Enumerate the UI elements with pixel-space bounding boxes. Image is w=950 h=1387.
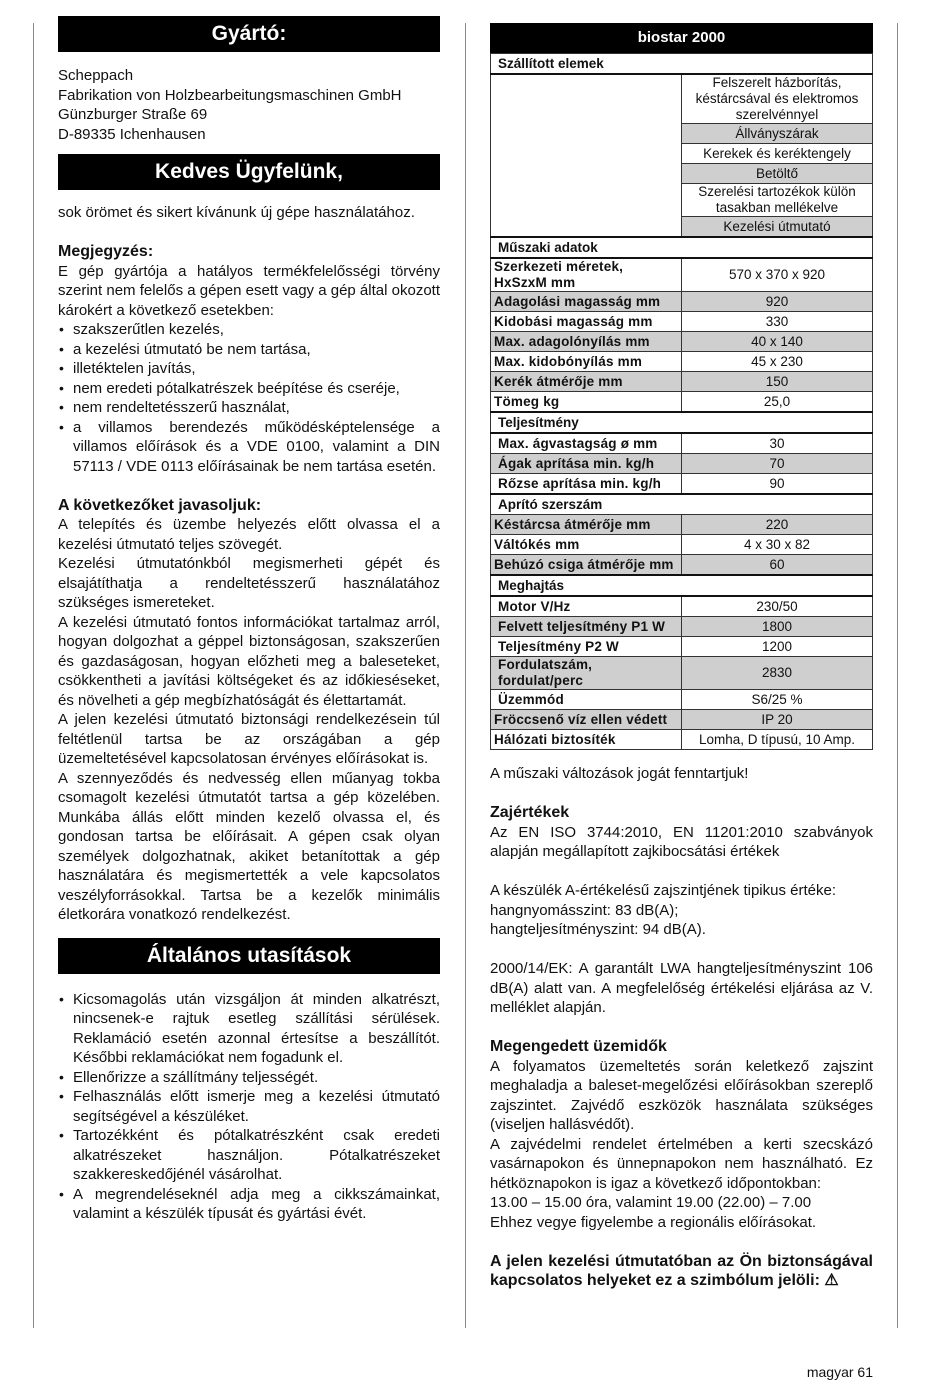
spec-table (490, 53, 873, 750)
greeting-banner: Kedves Ügyfelünk, (58, 154, 440, 190)
spec-value: 30 (682, 433, 873, 454)
times-paragraph: A zajvédelmi rendelet értelmében a kerti szecskázó vasárnapokon és ünnepnapokon nem használható. Ez hétköznapokon is igaz a következő időpontokban: (490, 1135, 873, 1192)
times-hours: 13.00 – 15.00 óra, valamint 19.00 (22.00) – 7.00 (490, 1194, 812, 1211)
delivered-item: Állványszárak (682, 124, 873, 144)
spec-row (491, 352, 873, 372)
note-list (58, 320, 440, 476)
noise-power: hangteljesítményszint: 94 dB(A). (490, 921, 706, 938)
general-list (58, 990, 440, 1224)
recommend-paragraph: A kezelési útmutató fontos információkat tartalmaz arról, hogyan dolgozhat a géppel biztonságosan, szakszerűen és gazdaságosan, hogyan előzheti meg a baleseteket, csökkentheti a javítási költségeket és az időkieséseket, és növelheti a gép megbízhatóságát és élettartamát. (58, 613, 440, 709)
general-item: • Felhasználás előtt ismerje meg a kezelési útmutató segítségével a készüléket. (58, 1087, 440, 1126)
spec-label: Tömeg kg (491, 392, 682, 413)
noise-directive: 2000/14/EK: A garantált LWA hangteljesítményszint 106 dB(A) alatt van. A megfelelőség értékelési eljárása az V. melléklet alapján. (490, 960, 873, 1016)
note-item: • szakszerűtlen kezelés, (58, 320, 440, 340)
general-item: • Tartozékként és pótalkatrészként csak eredeti alkatrészeket használjon. Pótalkatrészeket szakkereskedőjénél vásárolhat. (58, 1126, 440, 1185)
recommend-paragraph: A telepítés és üzembe helyezés előtt olvassa el a kezelési útmutató teljes szövegét. (58, 516, 440, 553)
spec-value: 1800 (682, 617, 873, 637)
spec-label: Hálózati biztosíték (491, 730, 682, 750)
spec-label: Felvett teljesítmény P1 W (491, 617, 682, 637)
spec-row (491, 637, 873, 657)
spec-row (491, 535, 873, 555)
delivered-item: Kezelési útmutató (682, 217, 873, 238)
spec-row (491, 474, 873, 495)
spec-label: Motor V/Hz (491, 596, 682, 617)
delivered-row (491, 74, 873, 124)
spec-row (491, 392, 873, 413)
spec-value: Lomha, D típusú, 10 Amp. (682, 730, 873, 750)
section-title: Teljesítmény (491, 412, 873, 433)
right-margin-rule (897, 23, 898, 1328)
right-column (490, 23, 873, 1291)
note-intro: E gép gyártója a hatályos termékfelelősségi törvény szerint nem felelős a gépen esett vagy a gép által okozott károkért a következő esetekben: (58, 262, 440, 319)
spec-row (491, 292, 873, 312)
spec-value: 40 x 140 (682, 332, 873, 352)
note-heading: Megjegyzés: (58, 243, 154, 260)
times-heading: Megengedett üzemidők (490, 1038, 667, 1055)
spec-row (491, 372, 873, 392)
spec-row (491, 710, 873, 730)
spec-label: Késtárcsa átmérője mm (491, 515, 682, 535)
spec-row (491, 312, 873, 332)
manufacturer-line: Scheppach (58, 67, 134, 84)
spec-value: IP 20 (682, 710, 873, 730)
spec-value: 570 x 370 x 920 (682, 258, 873, 292)
spec-table-title: biostar 2000 (490, 23, 873, 53)
greeting-text: sok örömet és sikert kívánunk új gépe használatához. (58, 204, 415, 221)
noise-typical-intro: A készülék A-értékelésű zajszintjének tipikus értéke: (490, 882, 837, 899)
spec-section-heading (491, 494, 873, 515)
spec-section-heading (491, 412, 873, 433)
times-paragraph: A folyamatos üzemeltetés során keletkező zajszint meghaladja a baleset-megelőzési előírásokban szereplő zajszintet. Zajvédő eszközök használata szükséges (viseljen hallásvédőt). (490, 1057, 873, 1133)
left-margin-rule (33, 23, 34, 1328)
page-footer: magyar 61 (806, 1364, 873, 1380)
recommend-paragraph: A szennyeződés és nedvesség ellen műanyag tokba csomagolt kezelési útmutatót tartsa a gép közelében. Munkába állás előtt minden kezelő olvassa el, és gondosan tartsa be előírásait. A gépen csak olyan személyek dolgozhatnak, akiket betanítottak a gép használatára és megismertették a vele kapcsolatos veszélyforrásokkal. Tartsa be a kezelők minimális életkorára vonatkozó rendelkezést. (58, 769, 440, 923)
spec-row (491, 258, 873, 292)
recommend-heading: A következőket javasoljuk: (58, 496, 262, 514)
spec-row (491, 617, 873, 637)
spec-value: 70 (682, 454, 873, 474)
spec-value: 330 (682, 312, 873, 332)
manufacturer-line: D-89335 Ichenhausen (58, 125, 206, 143)
delivered-heading: Szállított elemek (491, 54, 873, 75)
spec-section-heading (491, 237, 873, 258)
spec-label: Behúzó csiga átmérője mm (491, 555, 682, 576)
spec-value: 90 (682, 474, 873, 495)
spec-row (491, 433, 873, 454)
spec-value: 1200 (682, 637, 873, 657)
delivered-item: Betöltő (682, 164, 873, 184)
note-item: • a kezelési útmutató be nem tartása, (58, 340, 440, 360)
spec-label: Szerkezeti méretek, HxSzxM mm (491, 258, 682, 292)
general-item: • A megrendeléseknél adja meg a cikkszámainkat, valamint a készülék típusát és gyártási évét. (58, 1185, 440, 1224)
note-item: • illetéktelen javítás, (58, 359, 440, 379)
spec-value: 920 (682, 292, 873, 312)
section-title: Aprító szerszám (491, 494, 873, 515)
spec-row (491, 515, 873, 535)
noise-pressure: hangnyomásszint: 83 dB(A); (490, 901, 679, 919)
section-title: Műszaki adatok (491, 237, 873, 258)
left-column (58, 16, 440, 1224)
spec-label: Ágak aprítása min. kg/h (491, 454, 682, 474)
delivered-heading-row (491, 54, 873, 75)
general-banner: Általános utasítások (58, 938, 440, 974)
spec-label: Váltókés mm (491, 535, 682, 555)
note-item: • a villamos berendezés működésképtelensége a villamos előírások és a VDE 0100, valamint a DIN 57113 / VDE 0113 előírásainak be nem tartása esetén. (58, 418, 440, 477)
manufacturer-banner: Gyártó: (58, 16, 440, 52)
spec-value: 25,0 (682, 392, 873, 413)
spec-row (491, 555, 873, 576)
spec-value: 45 x 230 (682, 352, 873, 372)
general-item: • Kicsomagolás után vizsgáljon át minden alkatrészt, nincsenek-e rajtuk esetleg szállítási sérülések. Reklamáció esetén azonnal értesítse a beszállítót. Későbbi reklamációkat nem fogadunk el. (58, 990, 440, 1068)
spec-label: Kidobási magasság mm (491, 312, 682, 332)
general-item: • Ellenőrizze a szállítmány teljességét. (58, 1068, 440, 1088)
spec-row (491, 332, 873, 352)
center-rule (465, 23, 466, 1328)
note-item: • nem eredeti pótalkatrészek beépítése és cseréje, (58, 379, 440, 399)
spec-row (491, 454, 873, 474)
spec-value: 2830 (682, 657, 873, 690)
spec-value: 60 (682, 555, 873, 576)
spec-value: 220 (682, 515, 873, 535)
spec-label: Üzemmód (491, 690, 682, 710)
spec-value: 4 x 30 x 82 (682, 535, 873, 555)
spec-label: Teljesítmény P2 W (491, 637, 682, 657)
recommend-paragraph: Kezelési útmutatónkból megismerheti gépét és elsajátíthatja a rendeltetésszerű használatához szükséges ismereteket. (58, 555, 440, 611)
manufacturer-line: Fabrikation von Holzbearbeitungsmaschinen GmbH (58, 86, 402, 104)
delivered-item: Szerelési tartozékok külön tasakban mellékelve (682, 184, 873, 217)
spec-section-heading (491, 575, 873, 596)
spec-label: Fröccsenő víz ellen védett (491, 710, 682, 730)
note-item: • nem rendeltetésszerű használat, (58, 398, 440, 418)
spec-value: 150 (682, 372, 873, 392)
delivered-item: Felszerelt házborítás, késtárcsával és elektromos szerelvénnyel (682, 74, 873, 124)
section-title: Meghajtás (491, 575, 873, 596)
spec-row (491, 690, 873, 710)
safety-note: A jelen kezelési útmutatóban az Ön biztonságával kapcsolatos helyeket ez a szimbólum jelöli: ⚠ (490, 1252, 873, 1289)
spec-label: Fordulatszám, fordulat/perc (491, 657, 682, 690)
spec-label: Max. kidobónyílás mm (491, 352, 682, 372)
delivered-item: Kerekek és keréktengely (682, 144, 873, 164)
spec-label: Kerék átmérője mm (491, 372, 682, 392)
spec-label: Adagolási magasság mm (491, 292, 682, 312)
manufacturer-line: Günzburger Straße 69 (58, 106, 208, 123)
spec-row (491, 657, 873, 690)
reserve-note: A műszaki változások jogát fenntartjuk! (490, 765, 749, 782)
noise-heading: Zajértékek (490, 804, 570, 821)
spec-label: Rőzse aprítása min. kg/h (491, 474, 682, 495)
spec-label: Max. adagolónyílás mm (491, 332, 682, 352)
spec-value: 230/50 (682, 596, 873, 617)
delivered-blank-cell (491, 74, 682, 237)
recommend-paragraph: A jelen kezelési útmutató biztonsági rendelkezésein túl feltétlenül tartsa be az országában a gép üzemeltetésével kapcsolatosan érvényes előírásokat is. (58, 711, 440, 767)
times-paragraph: Ehhez vegye figyelembe a regionális előírásokat. (490, 1213, 817, 1231)
spec-row (491, 730, 873, 750)
spec-value: S6/25 % (682, 690, 873, 710)
spec-label: Max. ágvastagság ø mm (491, 433, 682, 454)
noise-standards: Az EN ISO 3744:2010, EN 11201:2010 szabványok alapján megállapított zajkibocsátási értékek (490, 823, 873, 860)
spec-row (491, 596, 873, 617)
